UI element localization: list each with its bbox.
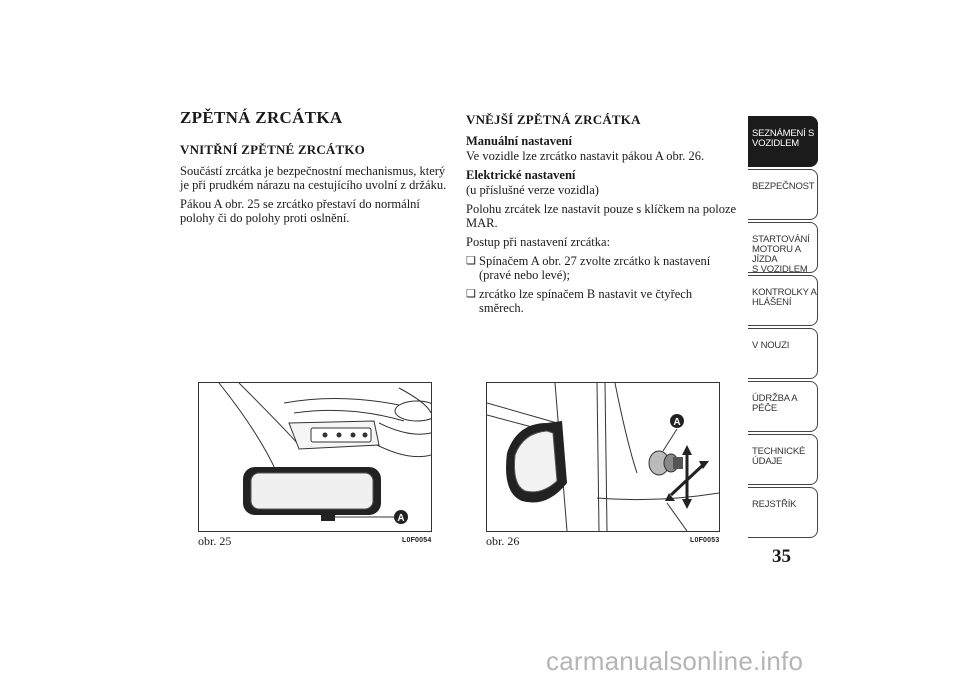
tab-v-nouzi[interactable]: V NOUZI [748,328,818,379]
right-column [466,108,738,320]
tab-rejstrik[interactable]: REJSTŘÍK [748,487,818,538]
callout-label: A [673,417,681,428]
watermark: carmanualsonline.info [546,646,804,676]
tab-kontrolky[interactable]: KONTROLKY A HLÁŠENÍ [748,275,818,326]
callout-label: A [397,513,405,524]
figure-caption: obr. 26 [486,534,520,548]
chapter-tabs [748,116,818,540]
figure-code: L0F0053 [690,537,720,544]
page-number: 35 [772,546,791,567]
exterior-mirror-illustration [487,383,719,531]
figure-code: L0F0054 [402,537,432,544]
section-heading-interior-mirror: VNITŘNÍ ZPĚTNÉ ZRCÁTKO [180,142,365,157]
procedure-steps [466,254,738,315]
figure-interior-mirror [198,382,432,532]
tab-udrzba[interactable]: ÚDRŽBA A PÉČE [748,381,818,432]
left-column [180,108,452,230]
tab-startovani[interactable]: STARTOVÁNÍ MOTORU A JÍZDA S VOZIDLEM [748,222,818,273]
paragraph-safety-mechanism: Součástí zrcátka je bezpečnostní mechanismus, který je při prudkém nárazu na cestujícího uvolní z držáku. [180,164,447,192]
manual-adjust-heading: Manuální nastavení [466,134,572,148]
figure-exterior-mirror [486,382,720,532]
manual-adjust-text: Ve vozidle lze zrcátko nastavit pákou A obr. 26. [466,149,705,163]
section-heading-exterior-mirrors: VNĚJŠÍ ZPĚTNÁ ZRCÁTKA [466,112,641,127]
procedure-step: ❏ zrcátko lze spínačem B nastavit ve čtyřech směrech. [466,287,738,315]
page-title: ZPĚTNÁ ZRCÁTKA [180,108,343,127]
tab-technicke-udaje[interactable]: TECHNICKÉ ÚDAJE [748,434,818,485]
paragraph-lever-usage: Pákou A obr. 25 se zrcátko přestaví do normální polohy či do polohy proti oslnění. [180,197,420,225]
figure-caption: obr. 25 [198,534,232,548]
tab-bezpecnost[interactable]: BEZPEČNOST [748,169,818,220]
procedure-intro: Postup při nastavení zrcátka: [466,235,611,249]
tab-seznameni-s-vozidlem[interactable]: SEZNÁMENÍ S VOZIDLEM [748,116,818,167]
electric-adjust-note: (u příslušné verze vozidla) [466,183,599,197]
interior-mirror-illustration [199,383,431,531]
electric-adjust-heading: Elektrické nastavení [466,168,576,182]
electric-adjust-text: Polohu zrcátek lze nastavit pouze s klíčkem na poloze MAR. [466,202,737,230]
procedure-step: ❏ Spínačem A obr. 27 zvolte zrcátko k nastavení (pravé nebo levé); [466,254,738,282]
